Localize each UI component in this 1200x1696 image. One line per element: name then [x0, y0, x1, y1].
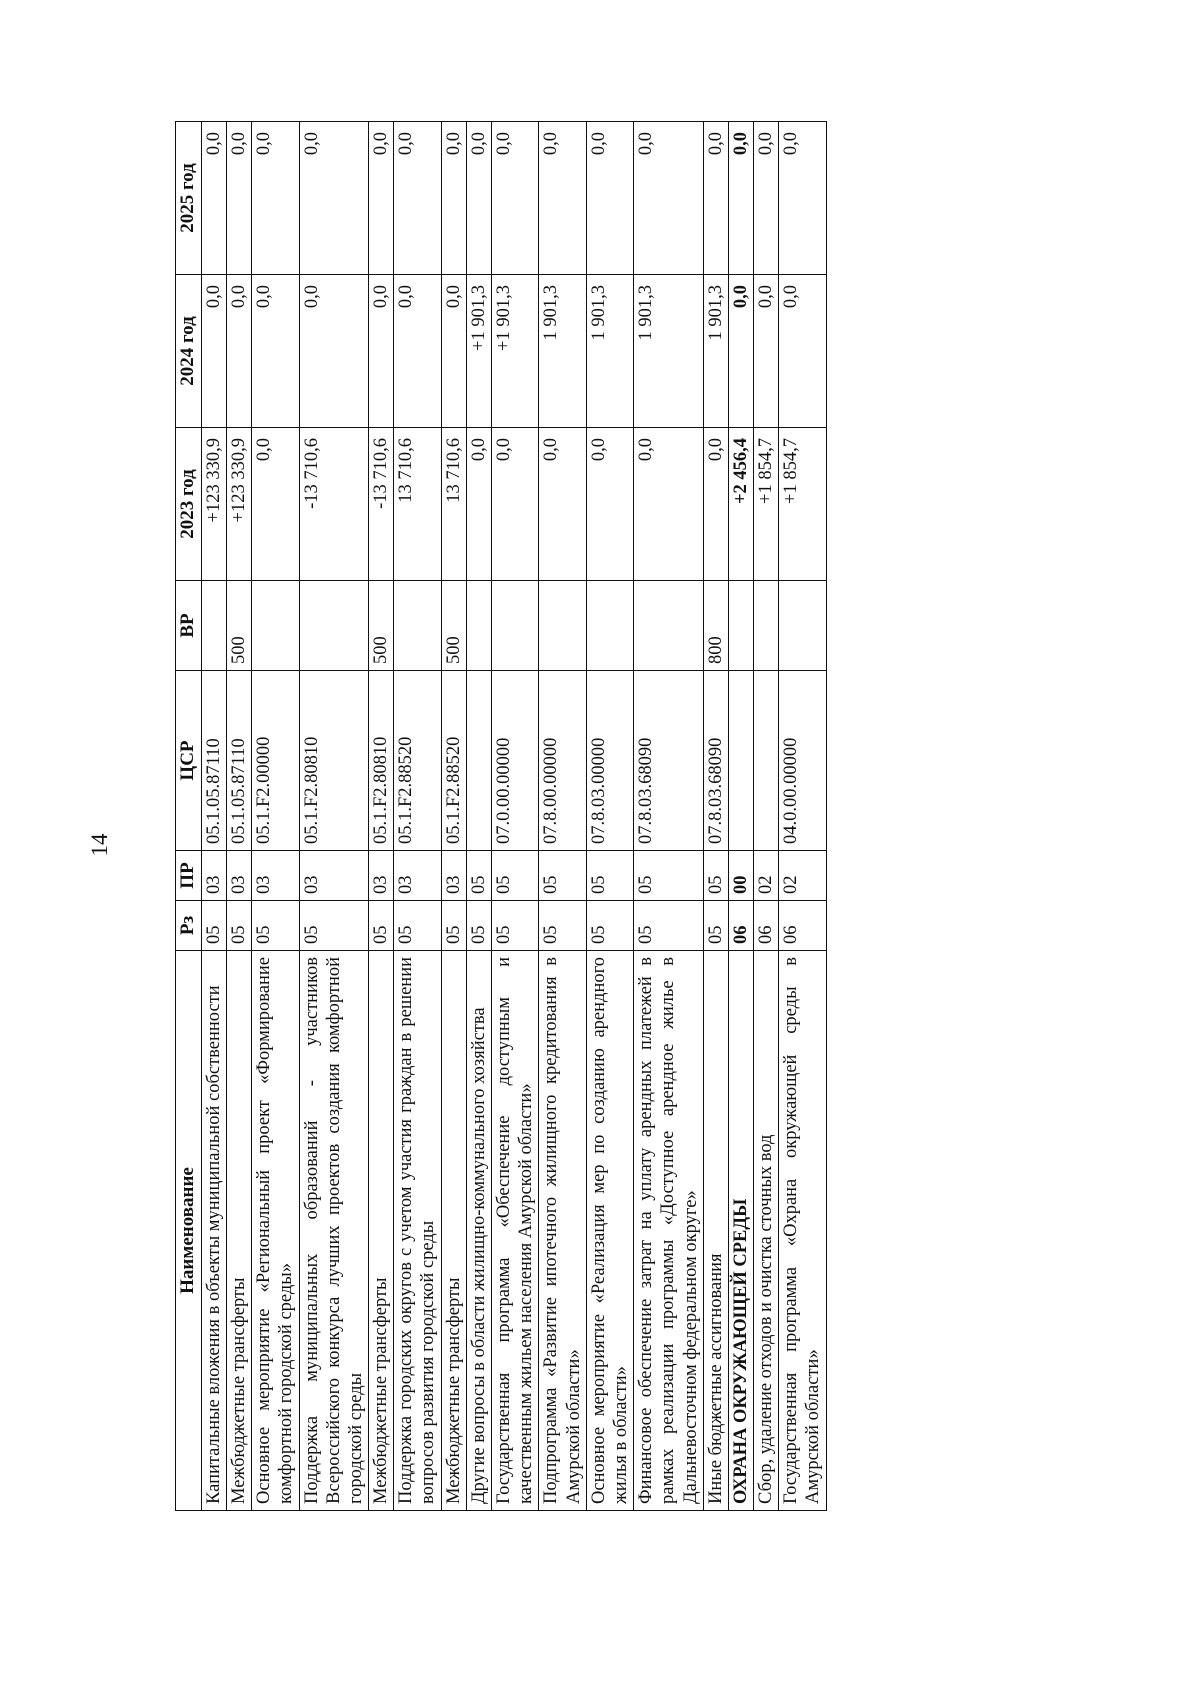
cell-rz: 05: [586, 901, 633, 951]
cell-pr: 03: [201, 851, 226, 901]
table-row: [634, 122, 704, 1511]
header-2024: 2024 год: [176, 275, 202, 428]
header-vr: ВР: [176, 581, 202, 671]
table-row: [394, 122, 441, 1511]
cell-vr: 500: [441, 581, 466, 671]
cell-2023: -13 710,6: [369, 428, 394, 581]
cell-vr: [539, 581, 586, 671]
cell-pr: 03: [226, 851, 251, 901]
table-row: [539, 122, 586, 1511]
cell-vr: [201, 581, 226, 671]
cell-2025: 0,0: [779, 122, 826, 275]
cell-2025: 0,0: [728, 122, 753, 275]
cell-csr: 07.8.03.00000: [586, 671, 633, 851]
cell-2023: +123 330,9: [201, 428, 226, 581]
cell-name: Поддержка муниципальных образований - участников Всероссийского конкурса лучших проектов создания комфортной городской среды: [299, 951, 369, 1511]
table-row: [754, 122, 779, 1511]
cell-name: Межбюджетные трансферты: [369, 951, 394, 1511]
cell-rz: 05: [441, 901, 466, 951]
header-row: [176, 122, 202, 1511]
header-pr: ПР: [176, 851, 202, 901]
cell-csr: 07.8.03.68090: [634, 671, 704, 851]
table-row: [226, 122, 251, 1511]
cell-vr: [252, 581, 299, 671]
cell-name: Иные бюджетные ассигнования: [703, 951, 728, 1511]
cell-2024: 0,0: [299, 275, 369, 428]
cell-2023: 0,0: [634, 428, 704, 581]
cell-vr: [728, 581, 753, 671]
cell-rz: 05: [369, 901, 394, 951]
cell-vr: 800: [703, 581, 728, 671]
cell-2025: 0,0: [466, 122, 491, 275]
cell-2024: 0,0: [441, 275, 466, 428]
cell-pr: 03: [369, 851, 394, 901]
cell-2025: 0,0: [441, 122, 466, 275]
table-row: [586, 122, 633, 1511]
rotated-table-container: [175, 121, 1200, 1511]
cell-csr: [754, 671, 779, 851]
cell-csr: [466, 671, 491, 851]
cell-csr: 05.1.F2.80810: [369, 671, 394, 851]
cell-2025: 0,0: [252, 122, 299, 275]
cell-name: Государственная программа «Обеспечение доступным и качественным жильем населения Амурской области»: [492, 951, 539, 1511]
cell-2023: +1 854,7: [754, 428, 779, 581]
cell-pr: 03: [441, 851, 466, 901]
cell-2024: 0,0: [252, 275, 299, 428]
budget-table: [175, 121, 827, 1511]
cell-2023: 0,0: [539, 428, 586, 581]
cell-csr: 05.1.05.87110: [201, 671, 226, 851]
cell-name: Межбюджетные трансферты: [226, 951, 251, 1511]
cell-2025: 0,0: [539, 122, 586, 275]
cell-csr: 05.1.F2.00000: [252, 671, 299, 851]
cell-pr: 05: [634, 851, 704, 901]
cell-pr: 05: [492, 851, 539, 901]
cell-pr: 05: [703, 851, 728, 901]
cell-csr: 07.8.00.00000: [539, 671, 586, 851]
cell-rz: 05: [466, 901, 491, 951]
cell-2025: 0,0: [703, 122, 728, 275]
cell-name: Межбюджетные трансферты: [441, 951, 466, 1511]
table-row: [728, 122, 753, 1511]
cell-2025: 0,0: [634, 122, 704, 275]
cell-2025: 0,0: [299, 122, 369, 275]
cell-2024: +1 901,3: [466, 275, 491, 428]
cell-csr: 05.1.F2.88520: [394, 671, 441, 851]
cell-csr: 07.8.03.68090: [703, 671, 728, 851]
cell-2023: 0,0: [492, 428, 539, 581]
cell-2023: -13 710,6: [299, 428, 369, 581]
cell-2025: 0,0: [226, 122, 251, 275]
cell-2024: 0,0: [226, 275, 251, 428]
table-body: [201, 122, 826, 1511]
cell-name: ОХРАНА ОКРУЖАЮЩЕЙ СРЕДЫ: [728, 951, 753, 1511]
cell-name: Подпрограмма «Развитие ипотечного жилищного кредитования в Амурской области»: [539, 951, 586, 1511]
cell-2025: 0,0: [586, 122, 633, 275]
cell-vr: [586, 581, 633, 671]
cell-pr: 03: [394, 851, 441, 901]
table-row: [441, 122, 466, 1511]
cell-vr: 500: [369, 581, 394, 671]
cell-2024: 0,0: [201, 275, 226, 428]
cell-2024: 1 901,3: [539, 275, 586, 428]
cell-pr: 02: [779, 851, 826, 901]
cell-pr: 03: [252, 851, 299, 901]
cell-2023: +123 330,9: [226, 428, 251, 581]
cell-name: Другие вопросы в области жилищно-коммунального хозяйства: [466, 951, 491, 1511]
header-csr: ЦСР: [176, 671, 202, 851]
cell-2023: 0,0: [466, 428, 491, 581]
page-number: 14: [87, 833, 112, 857]
cell-2025: 0,0: [394, 122, 441, 275]
cell-2025: 0,0: [492, 122, 539, 275]
cell-2023: 0,0: [703, 428, 728, 581]
cell-name: Капитальные вложения в объекты муниципальной собственности: [201, 951, 226, 1511]
cell-vr: 500: [226, 581, 251, 671]
cell-rz: 05: [299, 901, 369, 951]
cell-pr: 05: [586, 851, 633, 901]
cell-2024: 1 901,3: [703, 275, 728, 428]
cell-2023: +1 854,7: [779, 428, 826, 581]
cell-name: Сбор, удаление отходов и очистка сточных вод: [754, 951, 779, 1511]
cell-pr: 00: [728, 851, 753, 901]
table-row: [779, 122, 826, 1511]
cell-rz: 06: [754, 901, 779, 951]
header-2025: 2025 год: [176, 122, 202, 275]
cell-name: Финансовое обеспечение затрат на уплату арендных платежей в рамках реализации программы «Доступное арендное жилье в Дальневосточном федеральном округе»: [634, 951, 704, 1511]
cell-vr: [779, 581, 826, 671]
cell-vr: [466, 581, 491, 671]
cell-2024: 0,0: [394, 275, 441, 428]
cell-rz: 05: [252, 901, 299, 951]
cell-2024: 1 901,3: [634, 275, 704, 428]
cell-rz: 05: [492, 901, 539, 951]
cell-2024: 0,0: [369, 275, 394, 428]
cell-rz: 05: [703, 901, 728, 951]
cell-rz: 05: [226, 901, 251, 951]
table-row: [252, 122, 299, 1511]
cell-2024: 0,0: [728, 275, 753, 428]
table-row: [369, 122, 394, 1511]
cell-rz: 05: [539, 901, 586, 951]
table-row: [466, 122, 491, 1511]
cell-vr: [492, 581, 539, 671]
cell-rz: 05: [201, 901, 226, 951]
cell-rz: 06: [728, 901, 753, 951]
cell-csr: 07.0.00.00000: [492, 671, 539, 851]
cell-vr: [394, 581, 441, 671]
header-rz: Рз: [176, 901, 202, 951]
cell-csr: 05.1.05.87110: [226, 671, 251, 851]
cell-rz: 05: [394, 901, 441, 951]
header-name: Наименование: [176, 951, 202, 1511]
cell-rz: 05: [634, 901, 704, 951]
table-row: [492, 122, 539, 1511]
cell-2023: 13 710,6: [441, 428, 466, 581]
cell-pr: 05: [539, 851, 586, 901]
cell-vr: [754, 581, 779, 671]
cell-pr: 05: [466, 851, 491, 901]
cell-2025: 0,0: [369, 122, 394, 275]
cell-name: Государственная программа «Охрана окружающей среды в Амурской области»: [779, 951, 826, 1511]
cell-2023: 13 710,6: [394, 428, 441, 581]
cell-csr: [728, 671, 753, 851]
cell-pr: 02: [754, 851, 779, 901]
cell-2024: +1 901,3: [492, 275, 539, 428]
cell-2025: 0,0: [754, 122, 779, 275]
cell-name: Поддержка городских округов с учетом участия граждан в решении вопросов развития городской среды: [394, 951, 441, 1511]
table-row: [299, 122, 369, 1511]
cell-2025: 0,0: [201, 122, 226, 275]
table-row: [201, 122, 226, 1511]
cell-2024: 1 901,3: [586, 275, 633, 428]
table-row: [703, 122, 728, 1511]
cell-name: Основное мероприятие «Региональный проект «Формирование комфортной городской среды»: [252, 951, 299, 1511]
cell-csr: 04.0.00.00000: [779, 671, 826, 851]
cell-csr: 05.1.F2.88520: [441, 671, 466, 851]
cell-vr: [299, 581, 369, 671]
header-2023: 2023 год: [176, 428, 202, 581]
cell-rz: 06: [779, 901, 826, 951]
cell-2023: 0,0: [586, 428, 633, 581]
cell-2023: +2 456,4: [728, 428, 753, 581]
cell-vr: [634, 581, 704, 671]
cell-2024: 0,0: [779, 275, 826, 428]
cell-2023: 0,0: [252, 428, 299, 581]
cell-csr: 05.1.F2.80810: [299, 671, 369, 851]
cell-name: Основное мероприятие «Реализация мер по созданию арендного жилья в области»: [586, 951, 633, 1511]
cell-2024: 0,0: [754, 275, 779, 428]
cell-pr: 03: [299, 851, 369, 901]
